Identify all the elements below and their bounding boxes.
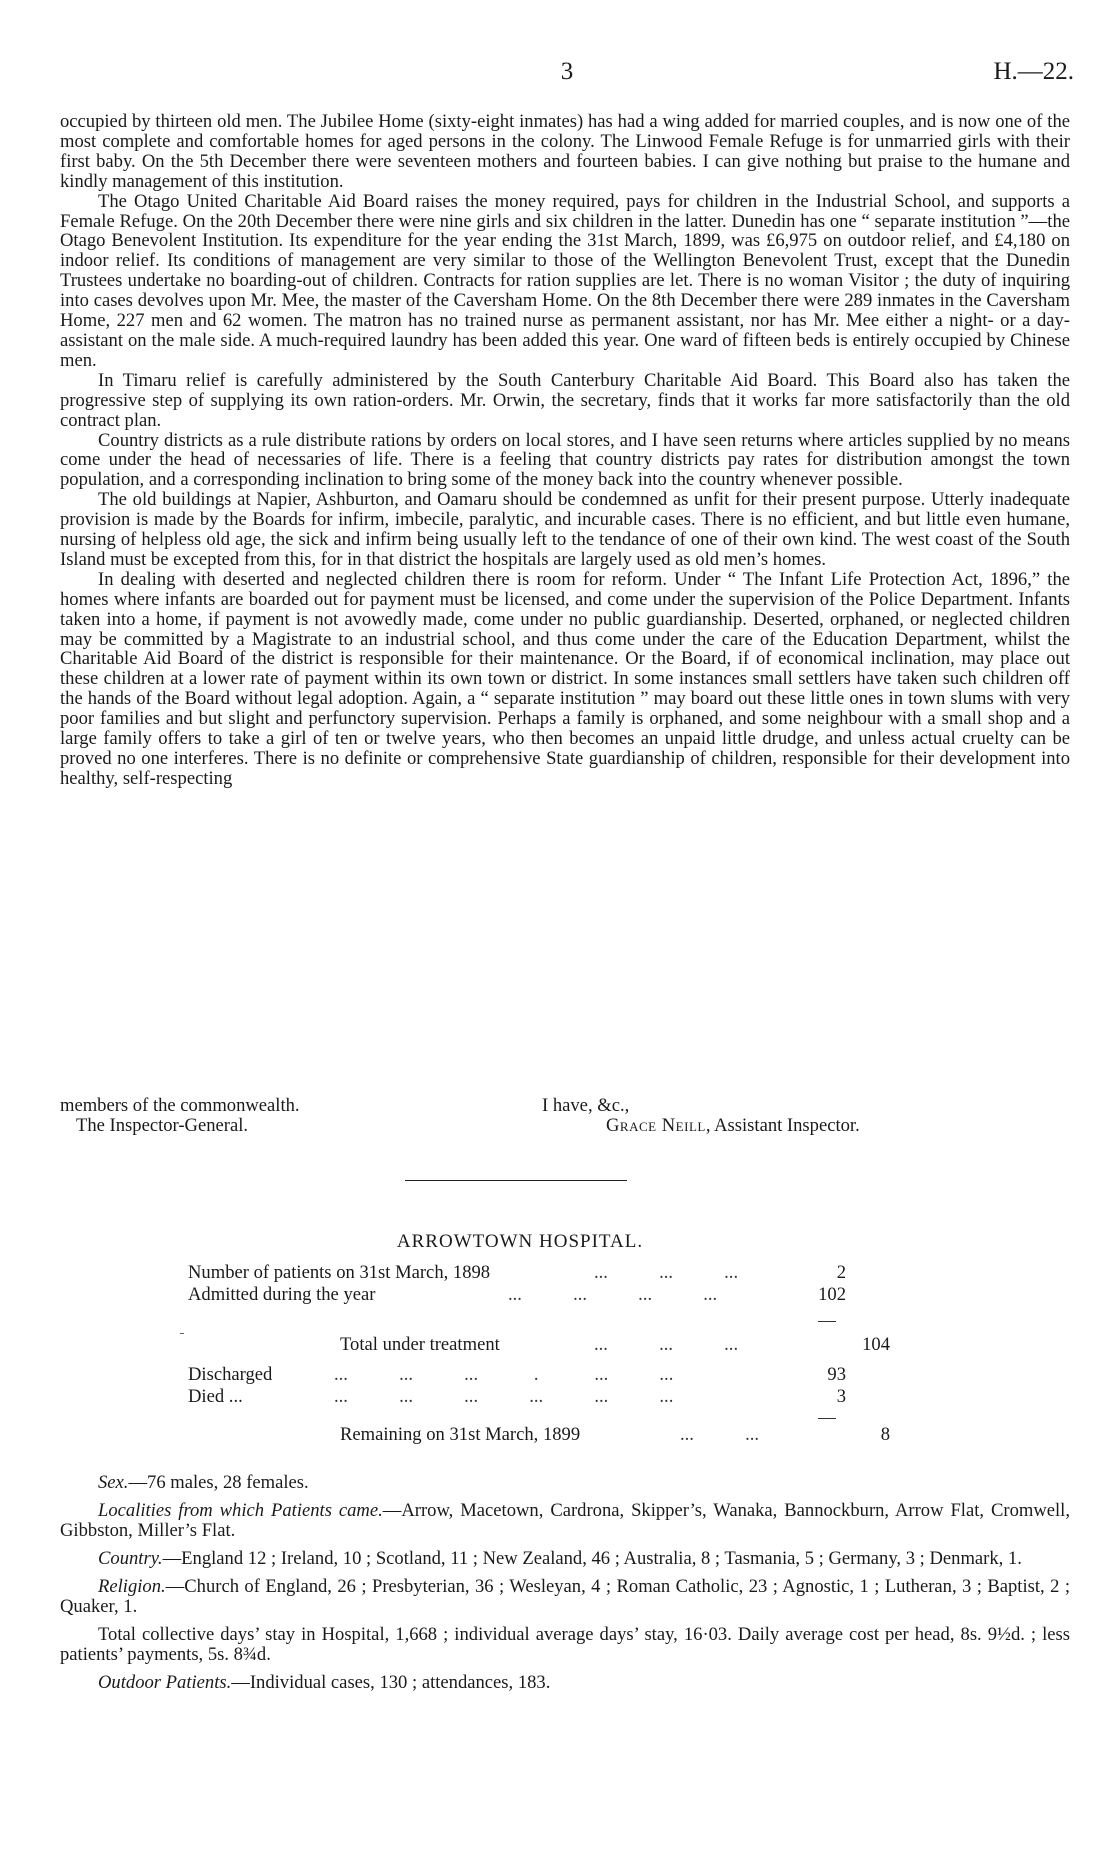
table-row-label: Number of patients on 31st March, 1898 <box>188 1262 491 1283</box>
signoff-salutation: I have, &c., <box>542 1095 630 1116</box>
note-text: —76 males, 28 females. <box>128 1472 309 1493</box>
sum-rule <box>818 1321 836 1322</box>
signoff-addressee: The Inspector-General. <box>76 1115 249 1136</box>
table-row-label: Remaining on 31st March, 1899 <box>340 1424 581 1445</box>
table-row-total: 8 <box>880 1424 890 1445</box>
hospital-notes <box>60 1473 1070 1701</box>
leader-dots: ... ... ... <box>594 1334 739 1355</box>
table-row-total: 104 <box>862 1334 890 1355</box>
note-text: —England 12 ; Ireland, 10 ; Scotland, 11 ; New Zealand, 46 ; Australia, 8 ; Tasmania, 5 ; Germany, 3 ; Denmark, 1. <box>162 1548 1022 1569</box>
note-country <box>60 1549 1070 1569</box>
note-label: Country. <box>98 1548 163 1569</box>
section-divider <box>405 1180 627 1181</box>
table-row-label: Total under treatment <box>340 1334 500 1355</box>
note-religion <box>60 1577 1070 1617</box>
table-row-value: 2 <box>836 1262 846 1283</box>
note-label: Localities from which Patients came. <box>98 1500 383 1521</box>
paragraph: In dealing with deserted and neglected children there is room for reform. Under “ The Infant Life Protection Act, 1896,” the homes where infants are boarded out for payment must be licensed, and come under the supervision of the Police Department. Infants taken into a home, if payment is not avowedly made, come under no public guardianship. Deserted, orphaned, or neglected children may be committed by a Magistrate to an industrial school, and thus come under the care of the Education Department, whilst the Charitable Aid Board of the district is responsible for their maintenance. Or the Board, if of economical inclination, may place out these children at a lower rate of payment within its own town or district. In some instances small settlers have taken such children off the hands of the Board without legal adoption. Again, a “ separate institution ” may board out these little ones in town slums with very poor families and but slight and perfunctory supervision. Perhaps a family is orphaned, and some neighbour with a small shop and a large family offers to take a girl of ten or twelve years, who then becomes an unpaid little drudge, and unless actual cruelty can be proved no one interferes. There is no definite or comprehensive State guardianship of children, responsible for their development into healthy, self-respecting <box>60 568 1070 789</box>
note-outdoor-patients <box>60 1673 1070 1693</box>
note-label: Religion. <box>98 1576 166 1597</box>
paragraph: The old buildings at Napier, Ashburton, and Oamaru should be condemned as unfit for their present purpose. Utterly inadequate provision is made by the Boards for infirm, imbecile, paralytic, and incurable cases. There is no efficient, and but little even humane, nursing of helpless old age, the sick and infirm being usually left to the tendance of one of their own kind. The west coast of the South Island must be excepted from this, for in that district the hospitals are largely used as old men’s homes. <box>60 489 1070 570</box>
note-sex <box>60 1473 1070 1493</box>
margin-mark <box>180 1333 184 1334</box>
page-header <box>60 58 1074 92</box>
note-text: —Church of England, 26 ; Presbyterian, 36 ; Wesleyan, 4 ; Roman Catholic, 23 ; Agnostic, 1 ; Lutheran, 3 ; Baptist, 2 ; Quaker, 1. <box>60 1576 1070 1617</box>
paragraph: Country districts as a rule distribute rations by orders on local stores, and I have seen returns where articles supplied by no means come under the head of necessaries of life. There is a feeling that country districts pay rates for distribution amongst the town population, and a corresponding inclination to bring some of the money back into the country whenever possible. <box>60 429 1070 491</box>
report-body <box>60 112 1070 789</box>
note-localities <box>60 1501 1070 1541</box>
note-label: Sex. <box>98 1472 129 1493</box>
leader-dots: ... ... ... . ... ... <box>334 1364 674 1385</box>
leader-dots: ... ... ... <box>594 1262 739 1283</box>
table-row-label: Admitted during the year <box>188 1284 376 1305</box>
note-days-stay: Total collective days’ stay in Hospital, 1,668 ; individual average days’ stay, 16·03. Daily average cost per head, 8s. 9½d. ; less patients’ payments, 5s. 8¾d. <box>60 1624 1070 1665</box>
table-row-value: 102 <box>818 1284 846 1305</box>
paragraph: occupied by thirteen old men. The Jubilee Home (sixty-eight inmates) has had a wing added for married couples, and is now one of the most complete and comfortable homes for aged persons in the colony. The Linwood Female Refuge is for unmarried girls with their first baby. On the 5th December there were seventeen mothers and fourteen babies. I can give nothing but praise to the humane and kindly management of this institution. <box>60 111 1070 192</box>
paragraph: In Timaru relief is carefully administered by the South Canterbury Charitable Aid Board. This Board also has taken the progressive step of supplying its own ration-orders. Mr. Orwin, the secretary, finds that it works far more satisfactorily than the old contract plan. <box>60 369 1070 431</box>
signatory-title: , Assistant Inspector. <box>705 1115 860 1136</box>
table-row-value: 3 <box>836 1386 846 1407</box>
note-text: —Individual cases, 130 ; attendances, 183. <box>231 1672 551 1693</box>
table-row-label: Discharged <box>188 1364 273 1385</box>
leader-dots: ... ... ... ... ... ... <box>334 1386 674 1407</box>
signatory-name: Grace Neill <box>606 1115 706 1136</box>
document-reference: H.—22. <box>993 58 1074 85</box>
table-row-value: 93 <box>827 1364 846 1385</box>
leader-dots: ... ... ... ... <box>508 1284 718 1305</box>
table-row-label: Died ... <box>188 1386 243 1407</box>
sum-rule <box>818 1418 836 1419</box>
page-number: 3 <box>560 58 574 85</box>
signoff-signature <box>606 1116 860 1136</box>
signoff-closing-line: members of the commonwealth. <box>60 1095 300 1116</box>
note-text: —Arrow, Macetown, Cardrona, Skipper’s, Wanaka, Bannockburn, Arrow Flat, Cromwell, Gibbston, Miller’s Flat. <box>60 1500 1070 1541</box>
leader-dots: ... ... <box>680 1424 760 1445</box>
paragraph: The Otago United Charitable Aid Board raises the money required, pays for children in the Industrial School, and supports a Female Refuge. On the 20th December there were nine girls and six children in the latter. Dunedin has one “ separate institution ”—the Otago Benevolent Institution. Its expenditure for the year ending the 31st March, 1899, was £6,975 on outdoor relief, and £4,180 on indoor relief. Its conditions of management are very similar to those of the Wellington Benevolent Trust, except that the Dunedin Trustees undertake no boarding-out of children. Contracts for ration supplies are let. There is no woman Visitor ; the duty of inquiring into cases devolves upon Mr. Mee, the master of the Caversham Home. On the 8th December there were 289 inmates in the Caversham Home, 227 men and 62 women. The matron has no trained nurse as permanent assistant, nor has Mr. Mee either a night- or a day-assistant on the male side. A much-required laundry has been added this year. One ward of fifteen beds is entirely occupied by Chinese men. <box>60 190 1070 371</box>
note-label: Outdoor Patients. <box>98 1672 232 1693</box>
hospital-title: ARROWTOWN HOSPITAL. <box>396 1231 644 1252</box>
